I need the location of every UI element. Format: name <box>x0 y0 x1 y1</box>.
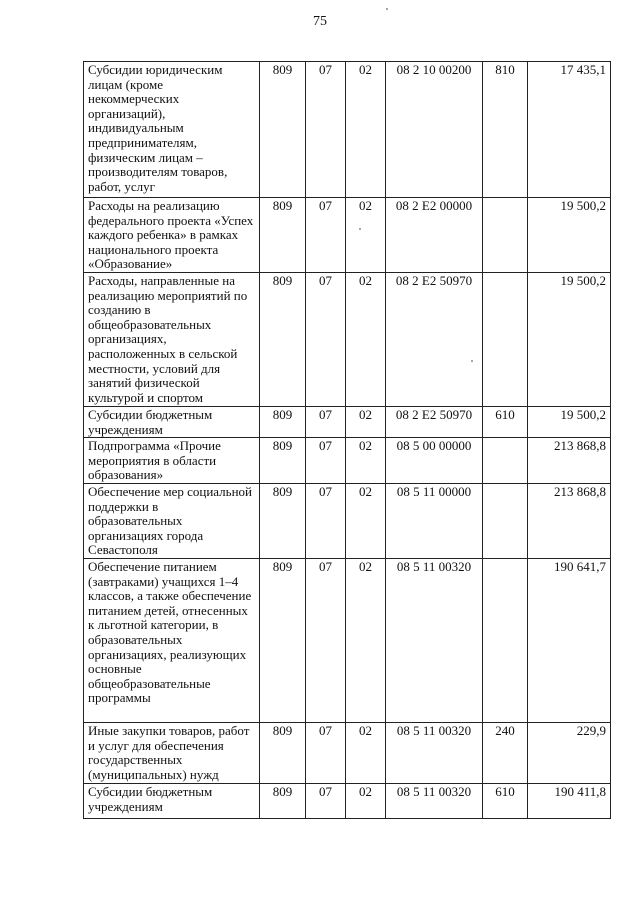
row-sum: 213 868,8 <box>528 438 611 484</box>
row-pr: 02 <box>346 783 386 818</box>
row-gr: 809 <box>260 783 306 818</box>
scan-speck <box>359 228 361 230</box>
table-row <box>84 438 611 484</box>
row-gr: 809 <box>260 198 306 273</box>
row-sum: 190 411,8 <box>528 783 611 818</box>
row-name: Обеспечение мер социальной поддержки в образовательных организациях города Севастополя <box>84 483 260 558</box>
row-rz: 07 <box>306 438 346 484</box>
row-vr: 810 <box>483 62 528 198</box>
row-pr: 02 <box>346 273 386 407</box>
row-vr: 240 <box>483 722 528 783</box>
table-row <box>84 783 611 818</box>
row-name: Расходы, направленные на реализацию мероприятий по созданию в общеобразовательных организациях, расположенных в сельской местности, условий для занятий физической культурой и спортом <box>84 273 260 407</box>
row-rz: 07 <box>306 783 346 818</box>
table-row <box>84 483 611 558</box>
row-rz: 07 <box>306 722 346 783</box>
row-name: Субсидии бюджетным учреждениям <box>84 783 260 818</box>
table-row <box>84 558 611 722</box>
row-rz: 07 <box>306 558 346 722</box>
row-pr: 02 <box>346 483 386 558</box>
row-vr: 610 <box>483 783 528 818</box>
row-csr: 08 5 00 00000 <box>386 438 483 484</box>
row-vr <box>483 273 528 407</box>
table-row <box>84 407 611 438</box>
row-pr: 02 <box>346 407 386 438</box>
row-name: Иные закупки товаров, работ и услуг для обеспечения государственных (муниципальных) нужд <box>84 722 260 783</box>
row-vr: 610 <box>483 407 528 438</box>
row-csr: 08 2 E2 50970 <box>386 407 483 438</box>
row-pr: 02 <box>346 198 386 273</box>
row-rz: 07 <box>306 273 346 407</box>
row-csr: 08 2 E2 50970 <box>386 273 483 407</box>
row-vr <box>483 438 528 484</box>
table-row <box>84 273 611 407</box>
row-pr: 02 <box>346 722 386 783</box>
row-gr: 809 <box>260 558 306 722</box>
row-sum: 19 500,2 <box>528 273 611 407</box>
row-csr: 08 5 11 00000 <box>386 483 483 558</box>
row-sum: 17 435,1 <box>528 62 611 198</box>
row-gr: 809 <box>260 62 306 198</box>
row-gr: 809 <box>260 438 306 484</box>
row-rz: 07 <box>306 198 346 273</box>
page-number: 75 <box>313 14 327 29</box>
row-vr <box>483 198 528 273</box>
row-rz: 07 <box>306 483 346 558</box>
row-csr: 08 5 11 00320 <box>386 722 483 783</box>
row-sum: 19 500,2 <box>528 407 611 438</box>
row-csr: 08 2 10 00200 <box>386 62 483 198</box>
scan-speck <box>471 360 473 362</box>
row-csr: 08 5 11 00320 <box>386 558 483 722</box>
row-name: Субсидии юридическим лицам (кроме некоммерческих организаций), индивидуальным предпринимателям, физическим лицам – производителям товаров, работ, услуг <box>84 62 260 198</box>
table-row <box>84 62 611 198</box>
row-gr: 809 <box>260 407 306 438</box>
row-sum: 229,9 <box>528 722 611 783</box>
row-sum: 190 641,7 <box>528 558 611 722</box>
row-rz: 07 <box>306 62 346 198</box>
row-name: Субсидии бюджетным учреждениям <box>84 407 260 438</box>
row-name: Обеспечение питанием (завтраками) учащихся 1–4 классов, а также обеспечение питанием детей, отнесенных к льготной категории, в образовательных организациях, реализующих основные общеобразовательные программы <box>84 558 260 722</box>
scan-speck <box>386 8 388 10</box>
row-pr: 02 <box>346 438 386 484</box>
table-row <box>84 198 611 273</box>
row-gr: 809 <box>260 273 306 407</box>
row-pr: 02 <box>346 62 386 198</box>
budget-table <box>83 61 611 819</box>
row-name: Подпрограмма «Прочие мероприятия в области образования» <box>84 438 260 484</box>
row-sum: 19 500,2 <box>528 198 611 273</box>
row-gr: 809 <box>260 722 306 783</box>
row-pr: 02 <box>346 558 386 722</box>
row-name: Расходы на реализацию федерального проекта «Успех каждого ребенка» в рамках национального проекта «Образование» <box>84 198 260 273</box>
table-row <box>84 722 611 783</box>
row-rz: 07 <box>306 407 346 438</box>
row-sum: 213 868,8 <box>528 483 611 558</box>
row-csr: 08 2 E2 00000 <box>386 198 483 273</box>
row-vr <box>483 558 528 722</box>
row-gr: 809 <box>260 483 306 558</box>
row-vr <box>483 483 528 558</box>
row-csr: 08 5 11 00320 <box>386 783 483 818</box>
